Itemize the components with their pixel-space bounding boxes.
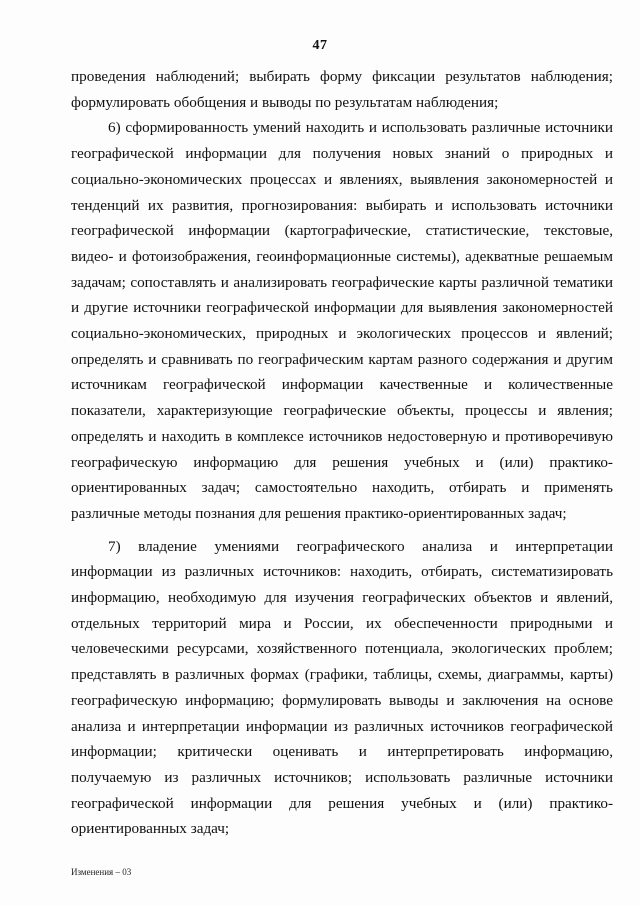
paragraph-item-7: 7) владение умениями географического анализа и интерпретации информации из различных источников: находить, отбирать, систематизировать информацию, необходимую для изучения географических объектов и явлений, отдельных территорий мира и России, их обеспеченности природными и человеческими ресурсами, хозяйственного потенциала, экологических проблем; представлять в различных формах (графики, таблицы, схемы, диаграммы, карты) географическую информацию; формулировать выводы и заключения на основе анализа и интерпретации информации из различных источников географической информации; критически оценивать и интерпретировать информацию, получаемую из различных источников; использовать различные источники географической информации для решения учебных и (или) практико-ориентированных задач; <box>71 537 613 838</box>
footer-revision-note: Изменения – 03 <box>71 867 132 877</box>
paragraph-continuation: проведения наблюдений; выбирать форму фиксации результатов наблюдения; формулировать обобщения и выводы по результатам наблюдения; <box>71 68 613 111</box>
body-text <box>71 64 613 842</box>
paragraph-item-6: 6) сформированность умений находить и использовать различные источники географической информации для получения новых знаний о природных и социально-экономических процессах и явлениях, выявления закономерностей и тенденций их развития, прогнозирования: выбирать и использовать источники географической информации (картографические, статистические, текстовые, видео- и фотоизображения, геоинформационные системы), адекватные решаемым задачам; сопоставлять и анализировать географические карты различной тематики и другие источники географической информации для выявления закономерностей социально-экономических, природных и экологических процессов и явлений; определять и сравнивать по географическим картам разного содержания и другим источникам географической информации качественные и количественные показатели, характеризующие географические объекты, процессы и явления; определять и находить в комплексе источников недостоверную и противоречивую географическую информацию для решения учебных и (или) практико-ориентированных задач; самостоятельно находить, отбирать и применять различные методы познания для решения практико-ориентированных задач; <box>71 119 613 522</box>
page-number: 47 <box>312 38 328 53</box>
